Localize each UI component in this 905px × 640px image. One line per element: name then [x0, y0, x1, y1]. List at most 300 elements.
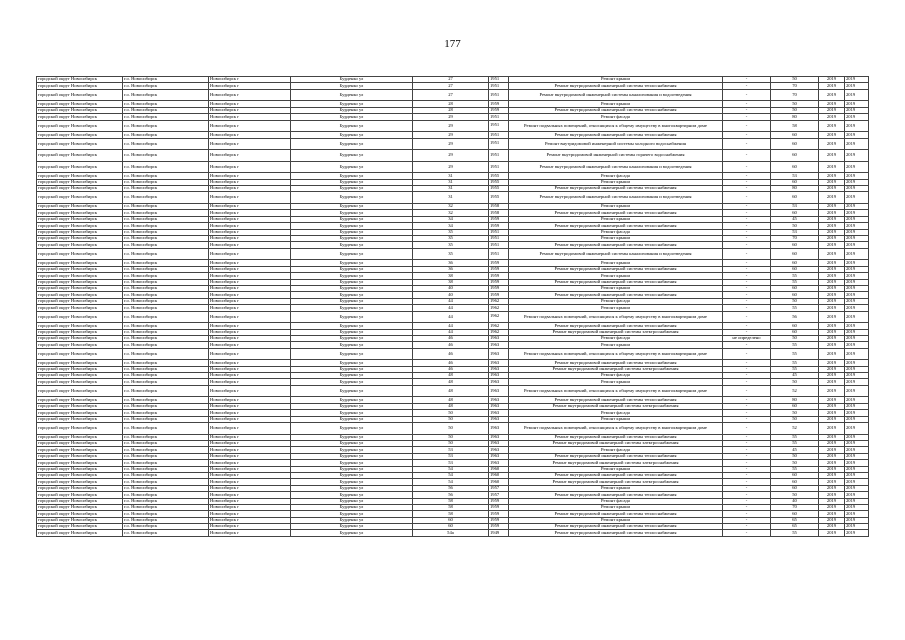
cell-work-type: Ремонт внутридомовой инженерной системы теплоснабжения	[509, 242, 723, 248]
cell-area-unit: -	[723, 77, 771, 83]
cell-year-start: 2019	[819, 216, 845, 222]
cell-street: Бурденко ул	[291, 379, 413, 385]
cell-year-start: 2019	[819, 485, 845, 491]
cell-year-end: 2019	[845, 517, 869, 523]
cell-house-number: 35	[413, 229, 489, 235]
cell-street: Бурденко ул	[291, 366, 413, 372]
cell-house-number: 48	[413, 385, 489, 397]
cell-year-end: 2019	[845, 366, 869, 372]
cell-work-type: Ремонт внутридомовой инженерной системы теплоснабжения	[509, 524, 723, 530]
cell-municipality: г.о. Новосибирск	[123, 416, 209, 422]
cell-build-year: 1955	[489, 192, 509, 204]
cell-street: Бурденко ул	[291, 150, 413, 162]
cell-settlement: Новосибирск г	[209, 192, 291, 204]
cell-build-year: 1963	[489, 460, 509, 466]
cell-house-number: 54	[413, 479, 489, 485]
cell-house-number: 29	[413, 161, 489, 173]
cell-build-year: 1959	[489, 223, 509, 229]
cell-district: городской округ Новосибирск	[37, 204, 123, 210]
cell-work-type: Ремонт подвальных помещений, относящихся к общему имуществу в многоквартирном доме	[509, 385, 723, 397]
cell-year-start: 2019	[819, 385, 845, 397]
cell-build-year: 1959	[489, 266, 509, 272]
cell-build-year: 1960	[489, 466, 509, 472]
cell-municipality: г.о. Новосибирск	[123, 248, 209, 260]
cell-municipality: г.о. Новосибирск	[123, 492, 209, 498]
cell-year-end: 2019	[845, 530, 869, 536]
cell-build-year: 1951	[489, 248, 509, 260]
cell-work-type: Ремонт крыши	[509, 285, 723, 291]
table-row	[37, 530, 869, 536]
cell-build-year: 1962	[489, 329, 509, 335]
cell-work-type: Ремонт внутридомовой инженерной системы горячего водоснабжения	[509, 150, 723, 162]
cell-house-number: 31	[413, 179, 489, 185]
table-row	[37, 89, 869, 101]
cell-settlement: Новосибирск г	[209, 348, 291, 360]
cell-year-start: 2019	[819, 311, 845, 323]
cell-district: городской округ Новосибирск	[37, 385, 123, 397]
cell-year-start: 2019	[819, 524, 845, 530]
cell-street: Бурденко ул	[291, 410, 413, 416]
cell-area-unit: -	[723, 403, 771, 409]
cell-value: 53	[771, 173, 819, 179]
cell-municipality: г.о. Новосибирск	[123, 373, 209, 379]
cell-municipality: г.о. Новосибирск	[123, 379, 209, 385]
cell-district: городской округ Новосибирск	[37, 498, 123, 504]
cell-build-year: 1951	[489, 161, 509, 173]
cell-year-start: 2019	[819, 360, 845, 366]
table-row	[37, 120, 869, 132]
cell-settlement: Новосибирск г	[209, 173, 291, 179]
cell-area-unit: -	[723, 242, 771, 248]
cell-street: Бурденко ул	[291, 460, 413, 466]
cell-value: 55	[771, 360, 819, 366]
cell-value: 55	[771, 440, 819, 446]
cell-year-end: 2019	[845, 186, 869, 192]
cell-work-type: Ремонт крыши	[509, 305, 723, 311]
cell-house-number: 46	[413, 360, 489, 366]
cell-municipality: г.о. Новосибирск	[123, 348, 209, 360]
cell-year-start: 2019	[819, 373, 845, 379]
cell-build-year: 1959	[489, 285, 509, 291]
cell-street: Бурденко ул	[291, 77, 413, 83]
cell-settlement: Новосибирск г	[209, 323, 291, 329]
cell-area-unit: -	[723, 150, 771, 162]
cell-settlement: Новосибирск г	[209, 204, 291, 210]
cell-street: Бурденко ул	[291, 260, 413, 266]
cell-value: 60	[771, 248, 819, 260]
cell-municipality: г.о. Новосибирск	[123, 216, 209, 222]
cell-municipality: г.о. Новосибирск	[123, 150, 209, 162]
cell-value: 50	[771, 492, 819, 498]
cell-settlement: Новосибирск г	[209, 132, 291, 138]
cell-district: городской округ Новосибирск	[37, 479, 123, 485]
cell-settlement: Новосибирск г	[209, 77, 291, 83]
cell-work-type: Ремонт внутридомовой инженерной системы электроснабжения	[509, 403, 723, 409]
cell-build-year: 1959	[489, 524, 509, 530]
cell-house-number: 58	[413, 511, 489, 517]
table-row	[37, 192, 869, 204]
cell-value: 60	[771, 472, 819, 478]
cell-year-end: 2019	[845, 229, 869, 235]
cell-area-unit: -	[723, 342, 771, 348]
cell-street: Бурденко ул	[291, 511, 413, 517]
cell-work-type: Ремонт крыши	[509, 77, 723, 83]
cell-street: Бурденко ул	[291, 161, 413, 173]
cell-house-number: 60	[413, 524, 489, 530]
cell-district: городской округ Новосибирск	[37, 410, 123, 416]
cell-value: 50	[771, 379, 819, 385]
cell-municipality: г.о. Новосибирск	[123, 223, 209, 229]
cell-settlement: Новосибирск г	[209, 403, 291, 409]
cell-area-unit: -	[723, 210, 771, 216]
cell-year-start: 2019	[819, 460, 845, 466]
cell-municipality: г.о. Новосибирск	[123, 329, 209, 335]
cell-house-number: 48	[413, 379, 489, 385]
cell-street: Бурденко ул	[291, 329, 413, 335]
cell-municipality: г.о. Новосибирск	[123, 323, 209, 329]
cell-area-unit: -	[723, 311, 771, 323]
cell-work-type: Ремонт внутридомовой инженерной системы теплоснабжения	[509, 223, 723, 229]
cell-district: городской округ Новосибирск	[37, 229, 123, 235]
cell-build-year: 1963	[489, 335, 509, 341]
cell-district: городской округ Новосибирск	[37, 403, 123, 409]
cell-settlement: Новосибирск г	[209, 298, 291, 304]
cell-district: городской округ Новосибирск	[37, 273, 123, 279]
cell-settlement: Новосибирск г	[209, 138, 291, 150]
cell-build-year: 1963	[489, 416, 509, 422]
cell-work-type: Ремонт внутридомовой инженерной системы канализования и водоотведения	[509, 89, 723, 101]
cell-municipality: г.о. Новосибирск	[123, 138, 209, 150]
cell-district: городской округ Новосибирск	[37, 524, 123, 530]
cell-district: городской округ Новосибирск	[37, 379, 123, 385]
cell-build-year: 1951	[489, 77, 509, 83]
cell-municipality: г.о. Новосибирск	[123, 260, 209, 266]
cell-year-end: 2019	[845, 305, 869, 311]
cell-work-type: Ремонт крыши	[509, 179, 723, 185]
cell-settlement: Новосибирск г	[209, 260, 291, 266]
cell-value: 60	[771, 150, 819, 162]
cell-street: Бурденко ул	[291, 472, 413, 478]
cell-build-year: 1955	[489, 179, 509, 185]
cell-build-year: 1963	[489, 379, 509, 385]
cell-street: Бурденко ул	[291, 101, 413, 107]
cell-house-number: 58	[413, 504, 489, 510]
cell-year-start: 2019	[819, 83, 845, 89]
cell-district: городской округ Новосибирск	[37, 440, 123, 446]
cell-value: 45	[771, 447, 819, 453]
cell-year-start: 2019	[819, 248, 845, 260]
cell-year-end: 2019	[845, 273, 869, 279]
cell-year-start: 2019	[819, 517, 845, 523]
cell-municipality: г.о. Новосибирск	[123, 423, 209, 435]
cell-district: городской округ Новосибирск	[37, 342, 123, 348]
cell-work-type: Ремонт внутридомовой инженерной системы канализования и водоотведения	[509, 161, 723, 173]
cell-area-unit: -	[723, 292, 771, 298]
cell-work-type: Ремонт фасада	[509, 335, 723, 341]
cell-municipality: г.о. Новосибирск	[123, 107, 209, 113]
cell-year-start: 2019	[819, 285, 845, 291]
cell-year-start: 2019	[819, 434, 845, 440]
cell-area-unit: -	[723, 366, 771, 372]
cell-year-end: 2019	[845, 504, 869, 510]
cell-year-start: 2019	[819, 305, 845, 311]
cell-district: городской округ Новосибирск	[37, 150, 123, 162]
cell-year-end: 2019	[845, 453, 869, 459]
cell-year-start: 2019	[819, 403, 845, 409]
cell-municipality: г.о. Новосибирск	[123, 511, 209, 517]
cell-house-number: 54	[413, 472, 489, 478]
cell-year-end: 2019	[845, 385, 869, 397]
cell-work-type: Ремонт внутридомовой инженерной системы теплоснабжения	[509, 492, 723, 498]
cell-work-type: Ремонт крыши	[509, 204, 723, 210]
cell-work-type: Ремонт внутридомовой инженерной системы электроснабжения	[509, 479, 723, 485]
cell-work-type: Ремонт фасада	[509, 229, 723, 235]
cell-value: 70	[771, 504, 819, 510]
cell-settlement: Новосибирск г	[209, 460, 291, 466]
cell-area-unit: -	[723, 107, 771, 113]
cell-house-number: 40	[413, 285, 489, 291]
cell-house-number: 54	[413, 466, 489, 472]
cell-municipality: г.о. Новосибирск	[123, 285, 209, 291]
cell-work-type: Ремонт внутридомовой инженерной системы теплоснабжения	[509, 186, 723, 192]
cell-district: городской округ Новосибирск	[37, 248, 123, 260]
cell-year-end: 2019	[845, 479, 869, 485]
cell-year-start: 2019	[819, 138, 845, 150]
cell-district: городской округ Новосибирск	[37, 161, 123, 173]
cell-build-year: 1951	[489, 114, 509, 120]
cell-settlement: Новосибирск г	[209, 279, 291, 285]
cell-settlement: Новосибирск г	[209, 504, 291, 510]
cell-year-end: 2019	[845, 292, 869, 298]
cell-house-number: 58	[413, 498, 489, 504]
cell-year-start: 2019	[819, 498, 845, 504]
cell-house-number: 44	[413, 311, 489, 323]
cell-year-end: 2019	[845, 492, 869, 498]
cell-street: Бурденко ул	[291, 120, 413, 132]
cell-work-type: Ремонт крыши	[509, 517, 723, 523]
cell-street: Бурденко ул	[291, 360, 413, 366]
cell-house-number: 29	[413, 132, 489, 138]
cell-build-year: 1949	[489, 530, 509, 536]
cell-year-end: 2019	[845, 360, 869, 366]
cell-house-number: 31	[413, 186, 489, 192]
cell-year-end: 2019	[845, 410, 869, 416]
cell-year-end: 2019	[845, 403, 869, 409]
cell-street: Бурденко ул	[291, 323, 413, 329]
cell-year-end: 2019	[845, 248, 869, 260]
cell-work-type: Ремонт подвальных помещений, относящихся к общему имуществу в многоквартирном доме	[509, 120, 723, 132]
cell-area-unit: -	[723, 179, 771, 185]
cell-year-end: 2019	[845, 485, 869, 491]
cell-district: городской округ Новосибирск	[37, 485, 123, 491]
cell-year-end: 2019	[845, 348, 869, 360]
cell-build-year: 1955	[489, 186, 509, 192]
cell-house-number: 35	[413, 236, 489, 242]
cell-year-end: 2019	[845, 466, 869, 472]
cell-street: Бурденко ул	[291, 83, 413, 89]
cell-municipality: г.о. Новосибирск	[123, 434, 209, 440]
cell-house-number: 34	[413, 216, 489, 222]
cell-area-unit: -	[723, 498, 771, 504]
cell-year-start: 2019	[819, 397, 845, 403]
cell-value: 55	[771, 434, 819, 440]
cell-value: 55	[771, 348, 819, 360]
cell-work-type: Ремонт внутридомовой инженерной системы теплоснабжения	[509, 511, 723, 517]
cell-year-end: 2019	[845, 524, 869, 530]
cell-settlement: Новосибирск г	[209, 186, 291, 192]
cell-build-year: 1960	[489, 472, 509, 478]
page-number: 177	[444, 38, 461, 50]
cell-value: 80	[771, 114, 819, 120]
cell-settlement: Новосибирск г	[209, 120, 291, 132]
cell-street: Бурденко ул	[291, 279, 413, 285]
cell-year-end: 2019	[845, 460, 869, 466]
cell-municipality: г.о. Новосибирск	[123, 530, 209, 536]
cell-year-start: 2019	[819, 530, 845, 536]
cell-build-year: 1951	[489, 89, 509, 101]
cell-area-unit: -	[723, 453, 771, 459]
cell-value: 55	[771, 273, 819, 279]
cell-build-year: 1959	[489, 517, 509, 523]
cell-value: 70	[771, 83, 819, 89]
cell-street: Бурденко ул	[291, 485, 413, 491]
cell-build-year: 1962	[489, 311, 509, 323]
cell-street: Бурденко ул	[291, 173, 413, 179]
cell-house-number: 44	[413, 323, 489, 329]
cell-area-unit: -	[723, 479, 771, 485]
cell-value: 50	[771, 107, 819, 113]
cell-settlement: Новосибирск г	[209, 530, 291, 536]
cell-year-start: 2019	[819, 366, 845, 372]
cell-year-end: 2019	[845, 285, 869, 291]
cell-value: 50	[771, 453, 819, 459]
cell-value: 60	[771, 138, 819, 150]
cell-build-year: 1959	[489, 260, 509, 266]
cell-house-number: 53	[413, 460, 489, 466]
cell-build-year: 1962	[489, 323, 509, 329]
cell-district: городской округ Новосибирск	[37, 101, 123, 107]
cell-build-year: 1962	[489, 298, 509, 304]
cell-settlement: Новосибирск г	[209, 335, 291, 341]
cell-street: Бурденко ул	[291, 492, 413, 498]
cell-year-start: 2019	[819, 492, 845, 498]
cell-area-unit: -	[723, 83, 771, 89]
cell-build-year: 1959	[489, 216, 509, 222]
cell-year-start: 2019	[819, 472, 845, 478]
cell-year-end: 2019	[845, 279, 869, 285]
cell-build-year: 1959	[489, 273, 509, 279]
cell-value: 60	[771, 242, 819, 248]
cell-value: 56	[771, 311, 819, 323]
cell-build-year: 1957	[489, 485, 509, 491]
cell-work-type: Ремонт фасада	[509, 410, 723, 416]
cell-settlement: Новосибирск г	[209, 210, 291, 216]
cell-area-unit: -	[723, 173, 771, 179]
cell-house-number: 44	[413, 305, 489, 311]
cell-area-unit: -	[723, 466, 771, 472]
cell-build-year: 1959	[489, 511, 509, 517]
cell-build-year: 1951	[489, 132, 509, 138]
cell-street: Бурденко ул	[291, 179, 413, 185]
cell-settlement: Новосибирск г	[209, 292, 291, 298]
cell-district: городской округ Новосибирск	[37, 132, 123, 138]
cell-street: Бурденко ул	[291, 348, 413, 360]
cell-district: городской округ Новосибирск	[37, 492, 123, 498]
cell-house-number: 50	[413, 423, 489, 435]
cell-district: городской округ Новосибирск	[37, 210, 123, 216]
cell-settlement: Новосибирск г	[209, 410, 291, 416]
cell-settlement: Новосибирск г	[209, 107, 291, 113]
cell-house-number: 53	[413, 447, 489, 453]
cell-value: 60	[771, 285, 819, 291]
cell-district: городской округ Новосибирск	[37, 223, 123, 229]
cell-municipality: г.о. Новосибирск	[123, 403, 209, 409]
cell-street: Бурденко ул	[291, 479, 413, 485]
cell-build-year: 1963	[489, 348, 509, 360]
cell-district: городской округ Новосибирск	[37, 329, 123, 335]
cell-settlement: Новосибирск г	[209, 89, 291, 101]
cell-work-type: Ремонт внутридомовой инженерной системы теплоснабжения	[509, 279, 723, 285]
cell-year-end: 2019	[845, 150, 869, 162]
cell-year-end: 2019	[845, 120, 869, 132]
cell-work-type: Ремонт крыши	[509, 504, 723, 510]
cell-street: Бурденко ул	[291, 416, 413, 422]
cell-work-type: Ремонт внутридомовой инженерной системы электроснабжения	[509, 366, 723, 372]
cell-settlement: Новосибирск г	[209, 242, 291, 248]
cell-area-unit: -	[723, 524, 771, 530]
cell-settlement: Новосибирск г	[209, 305, 291, 311]
cell-district: городской округ Новосибирск	[37, 266, 123, 272]
cell-value: 50	[771, 298, 819, 304]
cell-area-unit: -	[723, 89, 771, 101]
table-row	[37, 385, 869, 397]
cell-year-end: 2019	[845, 242, 869, 248]
cell-area-unit: -	[723, 379, 771, 385]
cell-street: Бурденко ул	[291, 311, 413, 323]
cell-year-start: 2019	[819, 266, 845, 272]
cell-house-number: 35	[413, 242, 489, 248]
cell-value: 60	[771, 179, 819, 185]
cell-municipality: г.о. Новосибирск	[123, 292, 209, 298]
cell-street: Бурденко ул	[291, 524, 413, 530]
cell-municipality: г.о. Новосибирск	[123, 366, 209, 372]
cell-year-end: 2019	[845, 204, 869, 210]
cell-district: городской округ Новосибирск	[37, 373, 123, 379]
cell-work-type: Ремонт внутридомовой инженерной системы электроснабжения	[509, 460, 723, 466]
table-row	[37, 161, 869, 173]
cell-area-unit: -	[723, 360, 771, 366]
cell-year-end: 2019	[845, 89, 869, 101]
cell-street: Бурденко ул	[291, 292, 413, 298]
cell-year-start: 2019	[819, 260, 845, 266]
cell-year-end: 2019	[845, 472, 869, 478]
cell-street: Бурденко ул	[291, 89, 413, 101]
cell-district: городской округ Новосибирск	[37, 453, 123, 459]
cell-district: городской округ Новосибирск	[37, 416, 123, 422]
cell-year-start: 2019	[819, 179, 845, 185]
cell-house-number: 48	[413, 403, 489, 409]
cell-year-start: 2019	[819, 479, 845, 485]
cell-work-type: Ремонт внутридомовой инженерной системы теплоснабжения	[509, 83, 723, 89]
cell-municipality: г.о. Новосибирск	[123, 360, 209, 366]
cell-municipality: г.о. Новосибирск	[123, 101, 209, 107]
cell-house-number: 50	[413, 440, 489, 446]
cell-area-unit: -	[723, 114, 771, 120]
cell-year-start: 2019	[819, 348, 845, 360]
cell-street: Бурденко ул	[291, 138, 413, 150]
cell-street: Бурденко ул	[291, 236, 413, 242]
cell-work-type: Ремонт внутридомовой инженерной системы теплоснабжения	[509, 107, 723, 113]
